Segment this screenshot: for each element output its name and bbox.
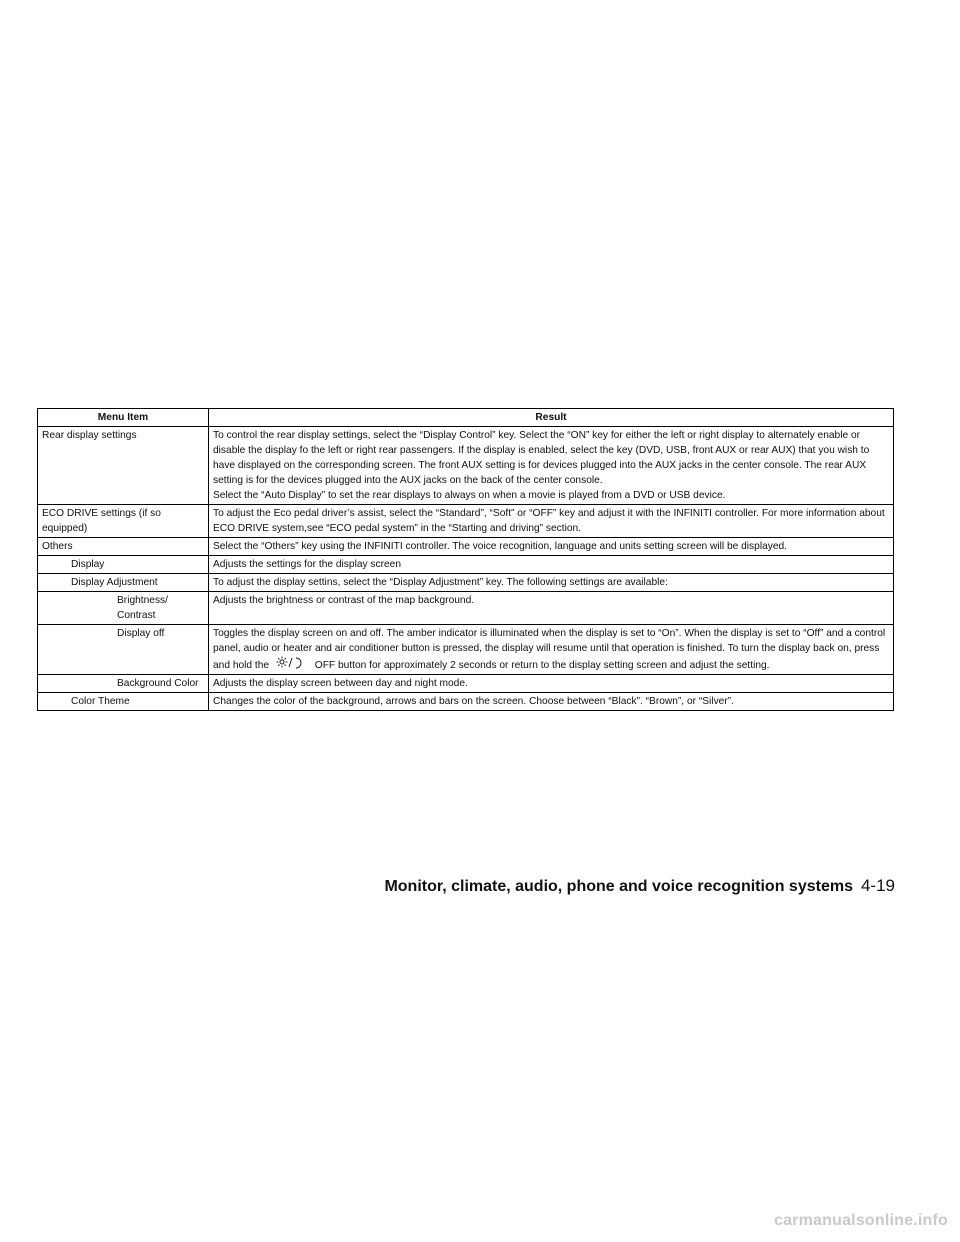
row-item-eco-drive: ECO DRIVE settings (if so equipped)	[38, 505, 209, 538]
row-result-display-adjustment: To adjust the display settins, select the “Display Adjustment” key. The following settings are available:	[209, 574, 894, 592]
header-menu-item: Menu Item	[38, 409, 209, 427]
row-item-others: Others	[38, 538, 209, 556]
row-result-others: Select the “Others” key using the INFINITI controller. The voice recognition, language and units setting screen will be displayed.	[209, 538, 894, 556]
row-item-display-adjustment: Display Adjustment	[38, 574, 209, 592]
page-number: 4-19	[860, 876, 895, 895]
table-row	[38, 625, 894, 675]
row-item-rear-display: Rear display settings	[38, 427, 209, 505]
row-result-display-off	[209, 625, 894, 675]
table-header-row	[38, 409, 894, 427]
settings-table	[37, 408, 894, 711]
table-row	[38, 574, 894, 592]
rear-display-text-2: Select the “Auto Display” to set the rear displays to always on when a movie is played from a DVD or USB device.	[213, 490, 726, 501]
table-row	[38, 505, 894, 538]
row-result-display: Adjusts the settings for the display screen	[209, 556, 894, 574]
row-item-background-color: Background Color	[38, 675, 209, 693]
table-row	[38, 427, 894, 505]
table-row	[38, 675, 894, 693]
row-item-display-off: Display off	[38, 625, 209, 675]
row-result-brightness: Adjusts the brightness or contrast of the map background.	[209, 592, 894, 625]
row-item-display: Display	[38, 556, 209, 574]
row-result-background-color: Adjusts the display screen between day and night mode.	[209, 675, 894, 693]
row-result-eco-drive: To adjust the Eco pedal driver’s assist, select the “Standard”, “Soft” or “OFF” key and adjust it with the INFINITI controller. For more information about ECO DRIVE system,see “ECO pedal system” in the “Starting and driving” section.	[209, 505, 894, 538]
site-watermark: carmanualsonline.info	[773, 1212, 948, 1229]
rear-display-text-1: To control the rear display settings, select the “Display Control” key. Select the “ON” key for either the left or right display to alternately enable or disable the display fo the left or right rear passengers. If the display is enabled, select the key (DVD, USB, front AUX or rear AUX) that you wish to have displayed on the corresponding screen. The front AUX setting is for devices plugged into the AUX jacks in the center console. The rear AUX setting is for the devices plugged into the AUX jacks on the back of the center console.	[213, 430, 870, 486]
row-item-brightness: Brightness/ Contrast	[38, 592, 209, 625]
display-off-text-after: OFF button for approximately 2 seconds or return to the display setting screen and adjust the setting.	[314, 660, 770, 671]
page-footer	[0, 876, 895, 896]
row-result-rear-display	[209, 427, 894, 505]
sun-moon-icon	[276, 656, 308, 670]
table-row	[38, 592, 894, 625]
row-item-color-theme: Color Theme	[38, 693, 209, 711]
table-row	[38, 693, 894, 711]
table-row	[38, 538, 894, 556]
section-title: Monitor, climate, audio, phone and voice recognition systems	[384, 878, 853, 895]
header-result: Result	[209, 409, 894, 427]
table-row	[38, 556, 894, 574]
row-result-color-theme: Changes the color of the background, arrows and bars on the screen. Choose between “Black”. “Brown”, or “Silver”.	[209, 693, 894, 711]
display-off-text-before: Toggles the display screen on and off. The amber indicator is illuminated when the display is set to “On”. When the display is set to “Off” and a control panel, audio or heater and air conditioner button is pressed, the display will resume until that operation is finished. To turn the display back on, press and hold the	[213, 628, 886, 671]
